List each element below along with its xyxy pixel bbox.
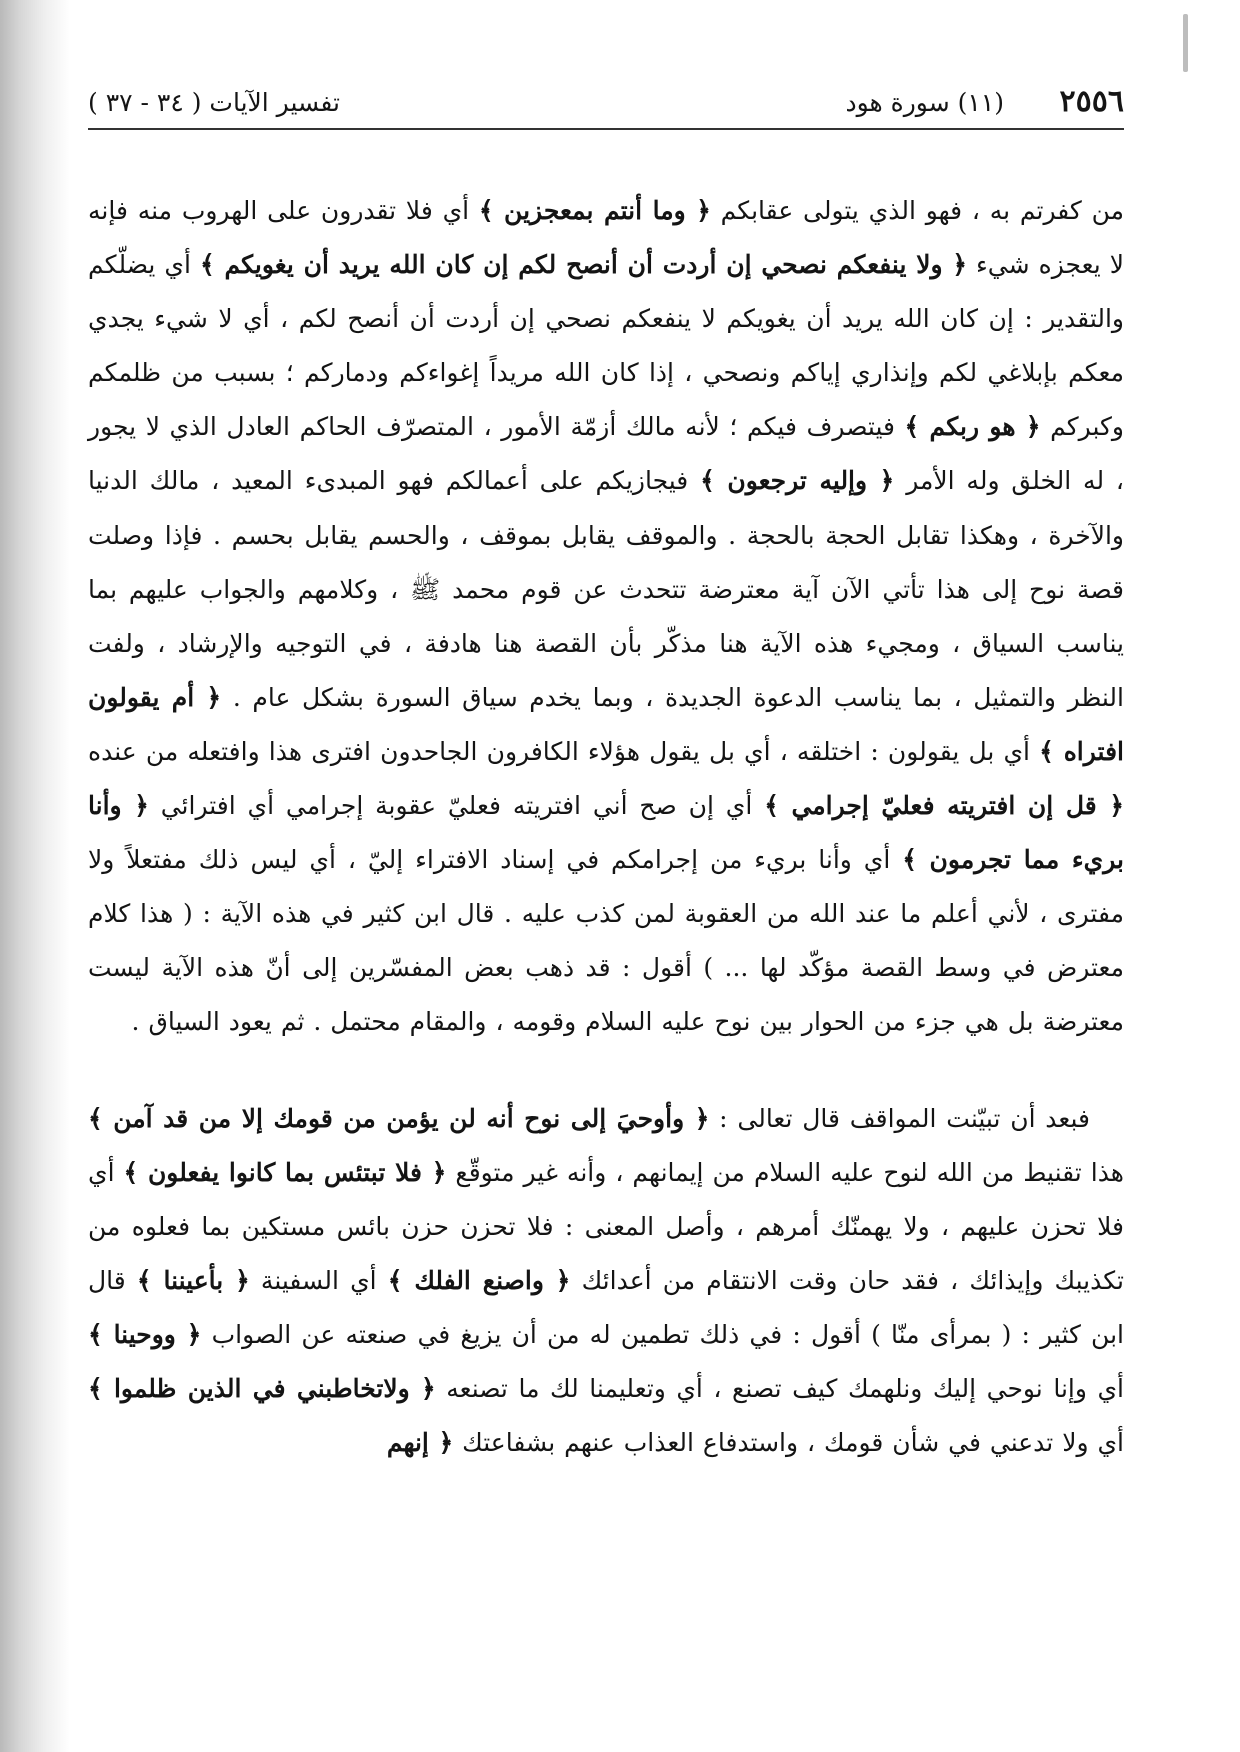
quran-verse: ﴿ وإليه ترجعون ﴾ bbox=[700, 466, 895, 496]
commentary-segment: أي السفينة bbox=[249, 1265, 388, 1295]
commentary-segment: أي فلا تقدرون على الهروب منه فإنه لا يعجزه شيء bbox=[88, 196, 1125, 280]
commentary-segment: فيجازيكم على أعمالكم فهو المبدىء المعيد ، مالك الدنيا والآخرة ، وهكذا تقابل الحجة بالحجة . والموقف يقابل بموقف ، والحسم يقابل بحسم . فإذا وصلت قصة نوح إلى هذا تأتي الآن آية معترضة تتحدث عن قوم محمد ﷺ ، وكلامهم والجواب عليهم بما يناسب السياق ، ومجيء هذه الآية هنا مذكّر بأن القصة هنا هادفة ، في التوجيه والإرشاد ، ولفت النظر والتمثيل ، بما يناسب الدعوة الجديدة ، وبما يخدم سياق السورة بشكل عام . bbox=[88, 466, 1124, 712]
quran-verse: ﴿ وما أنتم بمعجزين ﴾ bbox=[478, 196, 711, 225]
commentary-segment: أي يضلّكم والتقدير : إن كان الله يريد أن يغويكم لا ينفعكم نصحي إن أردت أن أنصح لكم ، أي لا شيء يجدي معكم بإبلاغي لكم وإنذاري إياكم ونصحي ، إذا كان الله مريداً إغواءكم ودماركم ؛ بسبب من ظلمكم وكبركم bbox=[88, 250, 1124, 442]
page-edge-mark bbox=[1183, 14, 1188, 72]
page-number: ٢٥٥٦ bbox=[1059, 84, 1124, 119]
quran-verse: ﴿ ولاتخاطبني في الذين ظلموا ﴾ bbox=[88, 1373, 436, 1403]
commentary-segment: هذا تقنيط من الله لنوح عليه السلام من إيمانهم ، وأنه غير متوقّع bbox=[446, 1157, 1124, 1187]
commentary-segment: أي وإنا نوحي إليك ونلهمك كيف تصنع ، أي وتعليمنا لك ما تصنعه bbox=[435, 1373, 1124, 1403]
commentary-segment: أي بل يقولون : اختلقه ، أي بل يقول هؤلاء الكافرون الجاحدون افترى هذا وافتعله من عنده bbox=[88, 736, 1040, 766]
commentary-segment: أي ولا تدعني في شأن قومك ، واستدفاع العذاب عنهم بشفاعتك bbox=[453, 1428, 1124, 1458]
commentary-text bbox=[88, 184, 1124, 1470]
quran-verse: ﴿ هو ربكم ﴾ bbox=[904, 412, 1041, 442]
quran-verse: ﴿ أم يقولون افتراه ﴾ bbox=[88, 682, 1124, 766]
running-header bbox=[88, 84, 1124, 124]
quran-verse: ﴿ ولا ينفعكم نصحي إن أردت أن أنصح لكم إن كان الله يريد أن يغويكم ﴾ bbox=[199, 250, 967, 280]
commentary-segment: فيتصرف فيكم ؛ لأنه مالك أزمّة الأمور ، المتصرّف الحاكم العادل الذي لا يجور ، له الخلق وله الأمر bbox=[88, 412, 1124, 496]
quran-verse: ﴿ إنهم bbox=[386, 1428, 454, 1458]
paragraph-1 bbox=[88, 184, 1124, 1050]
commentary-segment: أي وأنا بريء من إجرامكم في إسناد الافتراء إليّ ، أي ليس ذلك مفتعلاً ولا مفترى ، لأني أعلم ما عند الله من العقوبة لمن كذب عليه . قال ابن كثير في هذه الآية : ( هذا كلام معترض في وسط القصة مؤكّد لها ... ) أقول : قد ذهب بعض المفسّرين إلى أنّ هذه الآية ليست معترضة بل هي جزء من الحوار بين نوح عليه السلام وقومه ، والمقام محتمل . ثم يعود السياق . bbox=[88, 845, 1124, 1037]
quran-verse: ﴿ واصنع الفلك ﴾ bbox=[387, 1265, 571, 1295]
paragraph-2 bbox=[88, 1092, 1124, 1471]
quran-verse: ﴿ فلا تبتئس بما كانوا يفعلون ﴾ bbox=[123, 1157, 447, 1187]
quran-verse: ﴿ وأوحيَ إلى نوح أنه لن يؤمن من قومك إلا من قد آمن ﴾ bbox=[88, 1103, 710, 1133]
surah-title: (١١) سورة هود bbox=[845, 88, 1004, 117]
quran-verse: ﴿ قل إن افتريته فعليّ إجرامي ﴾ bbox=[764, 791, 1124, 821]
commentary-segment: قال ابن كثير : ( بمرأى منّا ) أقول : في ذلك تطمين له من أن يزيغ في صنعته عن الصواب bbox=[88, 1265, 1124, 1349]
commentary-segment: من كفرتم به ، فهو الذي يتولى عقابكم bbox=[710, 196, 1125, 225]
commentary-segment: فبعد أن تبيّنت المواقف قال تعالى : bbox=[709, 1103, 1090, 1133]
commentary-segment: أي فلا تحزن عليهم ، ولا يهمنّك أمرهم ، وأصل المعنى : فلا تحزن حزن بائس مستكين بما فعلوه من تكذيبك وإيذائك ، فقد حان وقت الانتقام من أعدائك bbox=[88, 1157, 1125, 1295]
quran-verse: ﴿ ووحينا ﴾ bbox=[88, 1319, 202, 1349]
commentary-segment: أي إن صح أني افتريته فعليّ عقوبة إجرامي أي افترائي bbox=[148, 791, 765, 821]
section-title: تفسير الآيات ( ٣٤ - ٣٧ ) bbox=[88, 88, 340, 117]
header-rule bbox=[88, 128, 1124, 130]
quran-verse: ﴿ بأعيننا ﴾ bbox=[136, 1265, 250, 1295]
quran-verse: ﴿ وأنا بريء مما تجرمون ﴾ bbox=[88, 791, 1124, 875]
